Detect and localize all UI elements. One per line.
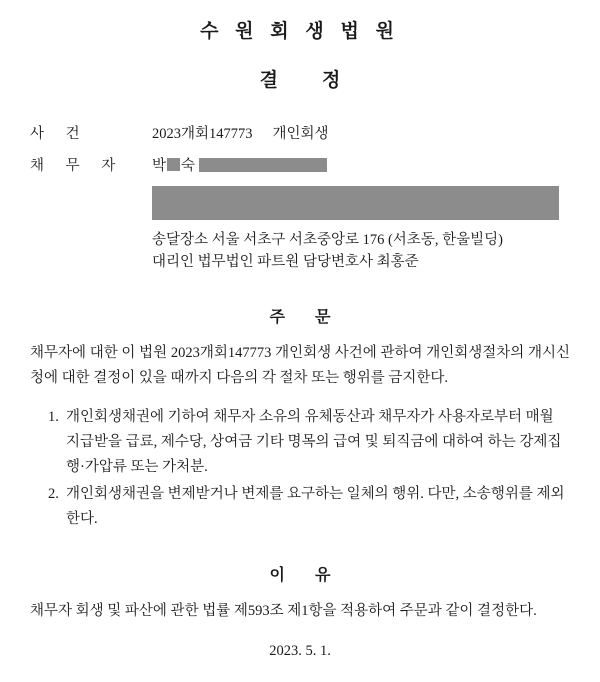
debtor-name-suffix: 숙 [181,158,196,174]
agent-line: 대리인 법무법인 파트원 담당변호사 최홍준 [152,254,419,271]
document-title [0,65,600,92]
clause-number: 2. [48,485,59,502]
clause-text: 개인회생채권을 변제받거나 변제를 요구하는 일체의 행위. 다만, 소송행위를 제외한다. [66,485,565,527]
case-meta [0,122,600,220]
main-text: 채무자에 대한 이 법원 2023개회147773 개인회생 사건에 관하여 개인회생절차의 개시신청에 대한 결정이 있을 때까지 다음의 각 절차 또는 행위를 금지한다. [30,344,570,386]
debtor-name-prefix: 박 [152,158,167,174]
reason-text: 채무자 회생 및 파산에 관한 법률 제593조 제1항을 적용하여 주문과 같이 결정한다. [30,602,537,619]
reason-heading [0,562,600,585]
main-heading-left: 주 [269,308,285,326]
clause-number: 1. [48,408,59,425]
redaction-mark [167,158,180,171]
document-title-right: 정 [322,70,341,91]
clause-text: 개인회생채권에 기하여 채무자 소유의 유체동산과 채무자가 사용자로부터 매월 지급받을 급료, 제수당, 상여금 기타 명목의 급여 및 퇴직금에 대하여 하는 강제집행·가압류 또는 가처분. [66,408,562,475]
decision-date: 2023. 5. 1. [269,643,331,659]
list-item [48,405,570,480]
main-heading-right: 문 [315,308,331,326]
court-title: 수 원 회 생 법 원 [200,21,400,42]
reason-heading-right: 유 [315,566,331,584]
main-heading [0,304,600,327]
list-item [48,482,570,532]
case-value [152,122,600,143]
debtor-label: 채 무 자 [30,158,125,174]
redaction-block [152,186,559,220]
redaction-mark [199,158,327,172]
case-type: 개인회생 [272,126,329,142]
debtor-value [152,154,600,175]
debtor-row [30,154,600,175]
reason-heading-left: 이 [269,566,285,584]
case-row [30,122,600,143]
case-number: 2023개회147773 [152,126,253,142]
document-page [0,16,600,682]
case-label: 사 건 [30,126,89,142]
clause-list [0,405,600,532]
document-title-left: 결 [259,70,278,91]
delivery-address: 송달장소 서울 서초구 서초중앙로 176 (서초동, 한울빌딩) [152,232,503,248]
